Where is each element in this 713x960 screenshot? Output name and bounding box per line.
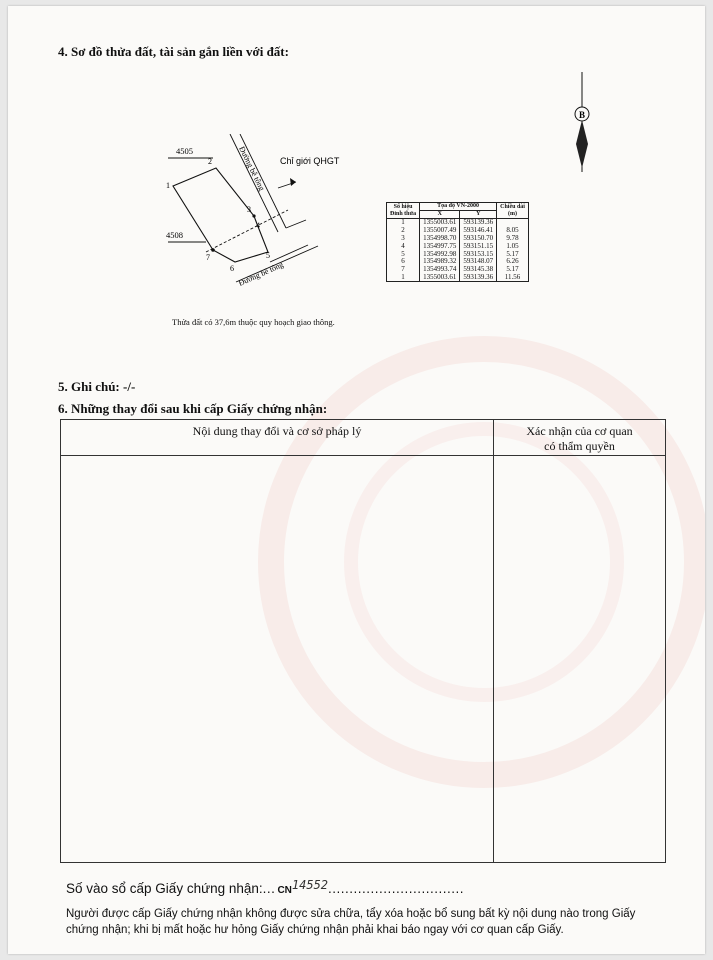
vertex-5: 5: [266, 251, 270, 260]
table-row: 7 1354993.74 593145.38 5.17: [387, 266, 529, 274]
section-5-heading: 5. Ghi chú: -/-: [58, 379, 136, 394]
section-6-heading: 6. Những thay đổi sau khi cấp Giấy chứng nhận:: [58, 401, 328, 416]
point-header: Số hiệu Đỉnh thửa: [387, 203, 420, 219]
register-number-line: Số vào sổ cấp Giấy chứng nhận:... CN14552................................: [66, 878, 465, 896]
road-bottom-edge-2: [270, 245, 308, 262]
label-planning-boundary: Chỉ giới QHGT: [280, 156, 340, 166]
changes-table: [60, 419, 666, 863]
footer-note: Người được cấp Giấy chứng nhận không được sửa chữa, tẩy xóa hoặc bổ sung bất kỳ nội dung nào trong Giấy chứng nhận; khi bị mất hoặc hư hỏng Giấy chứng nhận phải khai báo ngay với cơ quan cấp Giấy.: [66, 908, 636, 936]
vertex-3: 3: [247, 205, 251, 214]
label-road-bottom: Đường bê tông: [237, 260, 285, 288]
table-row: 6 1354989.32 593148.07 6.26: [387, 258, 529, 266]
changes-confirmation-cell: [494, 456, 666, 863]
parcel-sketch: [158, 134, 358, 289]
changes-content-header: Nội dung thay đổi và cơ sở pháp lý: [61, 420, 494, 456]
section-4-heading: 4. Sơ đồ thửa đất, tài sản gắn liền với đất:: [58, 44, 289, 59]
planning-boundary-line: [206, 210, 288, 252]
coord-system-header: Tọa độ VN-2000: [420, 203, 497, 211]
table-row: 5 1354992.98 593153.15 5.17: [387, 250, 529, 258]
road-edge-corner: [286, 220, 306, 228]
north-label: B: [578, 110, 586, 120]
vertex-2: 2: [208, 157, 212, 166]
planning-pointer-head: [290, 178, 296, 186]
table-row: 2 1355007.49 593146.41 8.05: [387, 227, 529, 235]
vertex-6: 6: [230, 264, 234, 273]
north-arrow-icon: [568, 72, 596, 172]
coordinate-table: [386, 202, 529, 282]
register-label: Số vào sổ cấp Giấy chứng nhận:: [66, 881, 263, 896]
register-prefix: CN: [277, 885, 292, 896]
table-row: 3 1354998.70 593150.70 9.78: [387, 235, 529, 243]
y-header: Y: [460, 211, 497, 219]
vertex-7: 7: [206, 253, 210, 262]
vertex-1: 1: [166, 181, 170, 190]
label-4505: 4505: [176, 146, 193, 156]
changes-confirmation-header: Xác nhận của cơ quan có thẩm quyền: [494, 420, 666, 456]
vertex-4: 4: [256, 221, 260, 230]
changes-content-cell: [61, 456, 494, 863]
table-row: 1 1355003.61 593139.36 11.56: [387, 273, 529, 281]
x-header: X: [420, 211, 460, 219]
sketch-note: Thửa đất có 37,6m thuộc quy hoạch giao thông.: [172, 317, 335, 327]
length-header: Chiều dài (m): [497, 203, 529, 219]
certificate-page: [8, 6, 705, 954]
register-number: 14552: [291, 878, 329, 892]
label-road-vertical: Đường bê tông: [237, 144, 267, 193]
table-row: 1 1355003.61 593139.36: [387, 219, 529, 227]
label-4508: 4508: [166, 230, 183, 240]
table-row: 4 1354997.75 593151.15 1.05: [387, 242, 529, 250]
